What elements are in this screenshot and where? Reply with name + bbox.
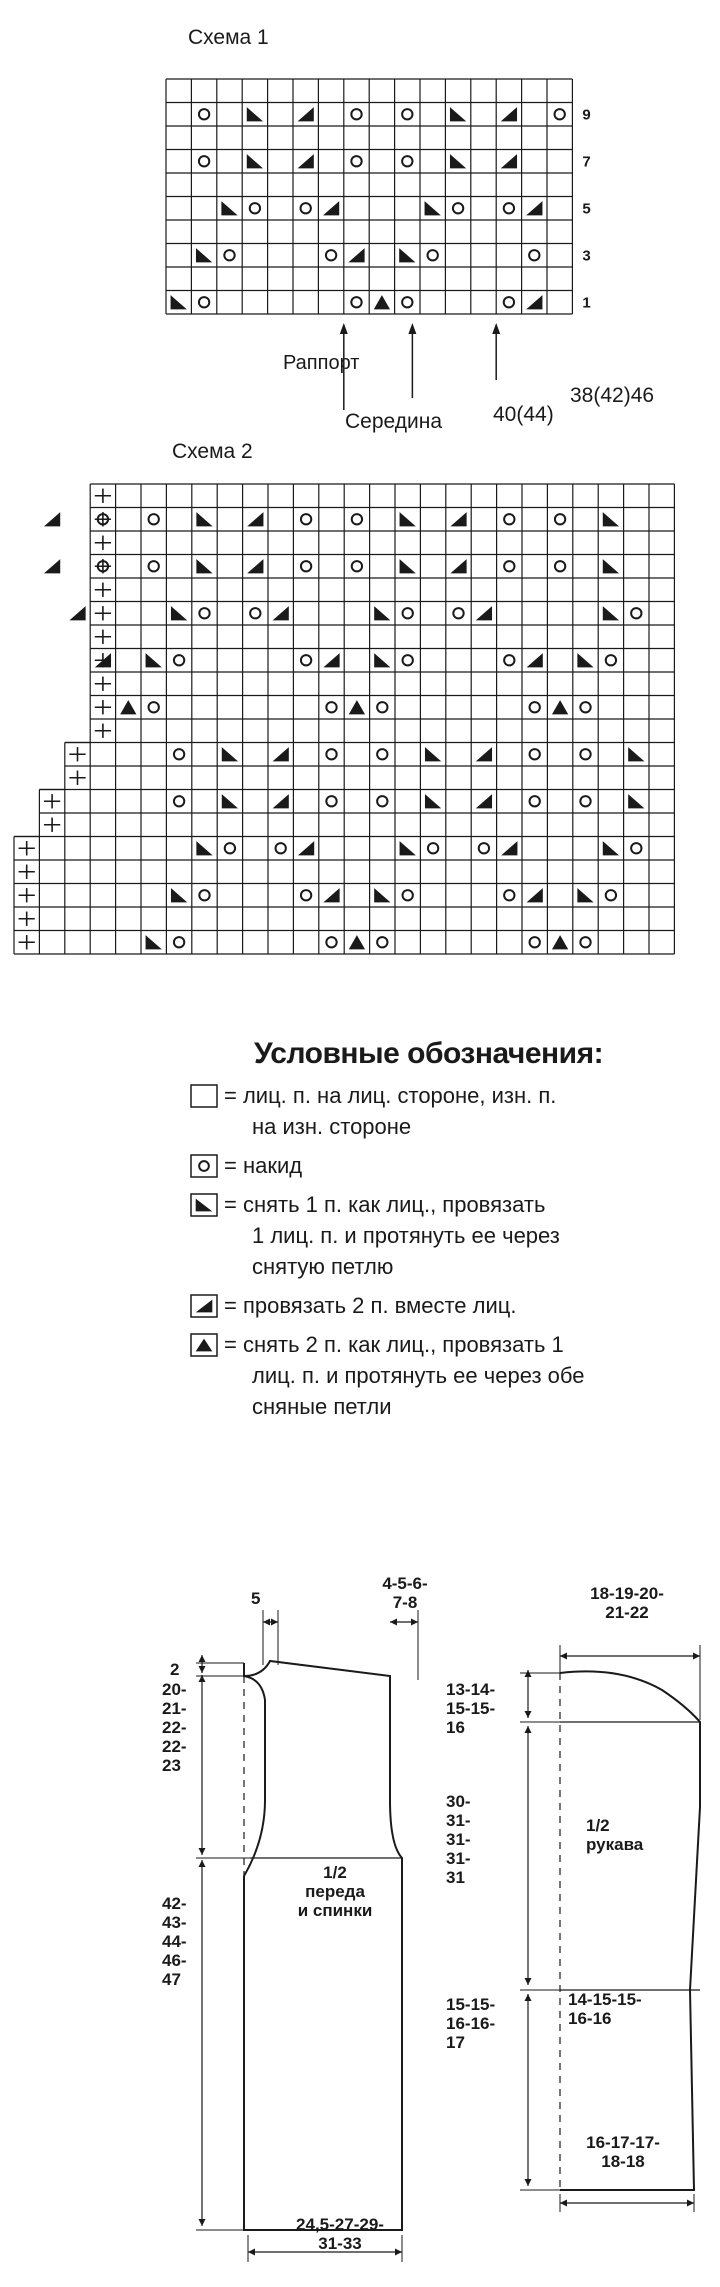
- armhole-label: 20- 21- 22- 22- 23: [162, 1680, 187, 1775]
- shoulder-label: 4-5-6- 7-8: [382, 1574, 428, 1612]
- legend-text-line: = лиц. п. на лиц. стороне, изн. п.: [224, 1083, 557, 1108]
- body-outline: [244, 1661, 402, 2230]
- armhole-dimension: [199, 1675, 206, 1855]
- sleeve-piece-label: 1/2 рукава: [586, 1816, 644, 1854]
- row-number: 1: [582, 294, 591, 312]
- sleeve-top-width-label: 18-19-20- 21-22: [590, 1584, 664, 1622]
- sleeve-bottom-width-label: 16-17-17- 18-18: [586, 2133, 660, 2171]
- schema-1-title: Схема 1: [188, 26, 269, 49]
- shoulder-drop-label: 2: [170, 1660, 180, 1679]
- row-number: 5: [582, 200, 591, 218]
- shoulder-dimension: [390, 1619, 418, 1626]
- sleeve-cap-height-dimension: [525, 1670, 532, 1718]
- sleeve-mid-length-label: 30- 31- 31- 31- 31: [446, 1792, 471, 1887]
- schema-2-title: Схема 2: [172, 440, 253, 463]
- size-40-44-label: 40(44): [493, 403, 554, 426]
- legend-text-line: лиц. п. и протянуть ее через обе: [252, 1363, 585, 1388]
- shoulder-drop-dimension: [199, 1655, 206, 1673]
- row-number: 9: [582, 106, 591, 124]
- size-38-42-46-label: 38(42)46: [570, 384, 655, 407]
- legend-text-line: 1 лиц. п. и протянуть ее через: [252, 1223, 560, 1248]
- legend-text-line: сняные петли: [252, 1394, 392, 1419]
- body-length-dimension: [199, 1860, 206, 2226]
- neck-width-label: 5: [251, 1589, 261, 1608]
- repeat-label: Раппорт: [283, 352, 360, 374]
- neck-width-dimension: [263, 1619, 278, 1626]
- legend-text-line: = провязать 2 п. вместе лиц.: [224, 1293, 517, 1318]
- sleeve-cuff-length-dimension: [525, 1994, 532, 2186]
- sleeve-top-width-dimension: [560, 1653, 700, 1660]
- legend-text-line: = накид: [224, 1153, 303, 1178]
- body-length-label: 42- 43- 44- 46- 47: [162, 1894, 187, 1989]
- row-number: 3: [582, 247, 591, 265]
- sleeve-mid-dimension: [525, 1726, 532, 1985]
- legend-title: Условные обозначения:: [254, 1037, 604, 1070]
- legend-text-line: = снять 1 п. как лиц., провязать: [224, 1192, 546, 1217]
- body-piece-label: 1/2 переда и спинки: [297, 1863, 373, 1920]
- sleeve-cap-height-label: 13-14- 15-15- 16: [446, 1680, 496, 1737]
- sleeve-bottom-width-dimension: [560, 2200, 694, 2207]
- legend-text-line: = снять 2 п. как лиц., провязать 1: [224, 1332, 564, 1357]
- sleeve-outline: [560, 1671, 700, 2190]
- row-number: 7: [582, 153, 591, 171]
- sleeve-cuff-length-label: 15-15- 16-16- 17: [446, 1995, 496, 2052]
- legend-text-line: снятую петлю: [252, 1254, 394, 1279]
- sleeve-cuff-width-upper-label: 14-15-15- 16-16: [568, 1990, 642, 2028]
- body-width-label: 24,5-27-29- 31-33: [296, 2215, 384, 2253]
- legend-text-line: на изн. стороне: [252, 1114, 412, 1139]
- middle-label: Середина: [345, 410, 443, 433]
